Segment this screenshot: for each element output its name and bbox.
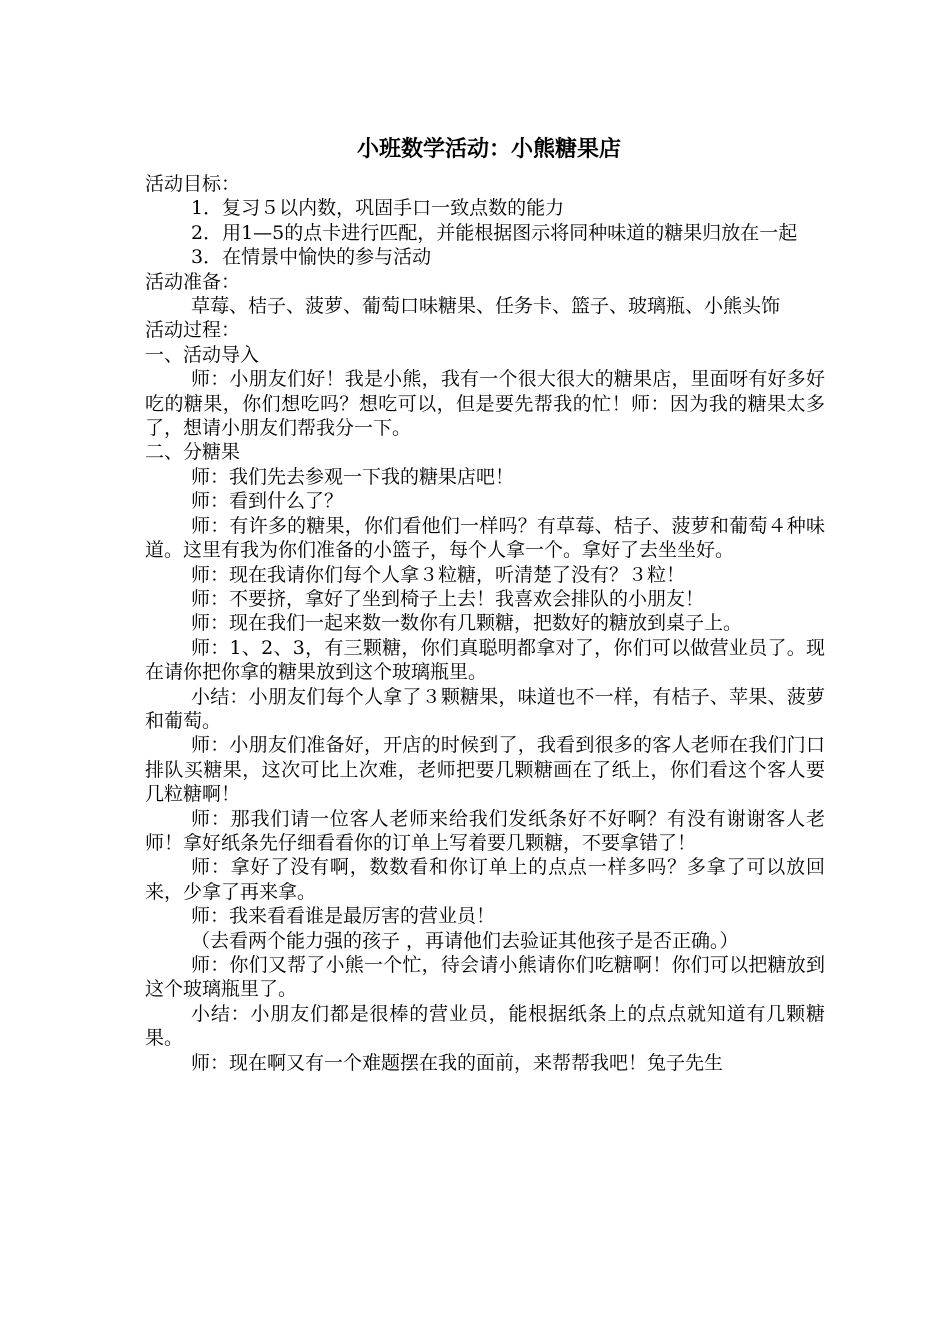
paragraph: 1．复习５以内数，巩固手口一致点数的能力 (191, 197, 565, 220)
paragraph: 草莓、桔子、菠萝、葡萄口味糖果、任务卡、篮子、玻璃瓶、小熊头饰 (191, 295, 781, 318)
paragraph: 小结：小朋友们每个人拿了３颗糖果，味道也不一样，有桔子、苹果、菠萝和葡萄。 (145, 685, 825, 732)
paragraph: 师：有许多的糖果，你们看他们一样吗？有草莓、桔子、菠萝和葡萄４种味道。这里有我为你们准备的小篮子，每个人拿一个。拿好了去坐坐好。 (145, 514, 825, 562)
paragraph: 师：小朋友们好！我是小熊，我有一个很大很大的糖果店，里面呀有好多好吃的糖果，你们想吃吗？想吃可以，但是要先帮我的忙！师：因为我的糖果太多了，想请小朋友们帮我分一下。 (145, 368, 825, 440)
paragraph: 师：1、2、3，有三颗糖，你们真聪明都拿对了，你们可以做营业员了。现在请你把你拿的糖果放到这个玻璃瓶里。 (145, 636, 825, 684)
document-page (145, 134, 825, 1075)
paragraph: 师：现在我请你们每个人拿３粒糖，听清楚了没有？３粒！ (191, 563, 686, 586)
paragraph: 活动准备： (145, 270, 241, 293)
document-body (145, 172, 825, 1075)
paragraph: 师：那我们请一位客人老师来给我们发纸条好不好啊？有没有谢谢客人老师！拿好纸条先仔细看看你的订单上写着要几颗糖，不要拿错了！ (145, 807, 825, 854)
paragraph: 小结：小朋友们都是很棒的营业员，能根据纸条上的点点就知道有几颗糖果。 (145, 1002, 825, 1050)
paragraph: 师：现在我们一起来数一数你有几颗糖，把数好的糖放到桌子上。 (191, 612, 743, 635)
paragraph: 一、活动导入 (145, 343, 260, 366)
paragraph: 师：拿好了没有啊，数数看和你订单上的点点一样多吗？多拿了可以放回来，少拿了再来拿。 (145, 856, 825, 903)
paragraph: （去看两个能力强的孩子 ，再请他们去验证其他孩子是否正确。） (191, 929, 739, 952)
paragraph: 师：我来看看谁是最厉害的营业员！ (191, 905, 496, 928)
paragraph: 2．用1—5的点卡进行匹配，并能根据图示将同种味道的糖果归放在一起 (191, 221, 798, 244)
paragraph: 3．在情景中愉快的参与活动 (191, 246, 432, 269)
document-title: 小班数学活动：小熊糖果店 (356, 136, 621, 162)
paragraph: 师：小朋友们准备好，开店的时候到了，我看到很多的客人老师在我们门口排队买糖果，这次可比上次难，老师把要几颗糖画在了纸上，你们看这个客人要几粒糖啊！ (145, 734, 825, 806)
paragraph: 师：看到什么了？ (191, 490, 344, 513)
paragraph: 活动目标： (145, 173, 241, 195)
paragraph: 师：我们先去参观一下我的糖果店吧！ (191, 465, 515, 488)
paragraph: 二、分糖果 (145, 441, 241, 464)
paragraph: 师：你们又帮了小熊一个忙，待会请小熊请你们吃糖啊！你们可以把糖放到这个玻璃瓶里了。 (145, 954, 825, 1001)
paragraph: 师：不要挤，拿好了坐到椅子上去！我喜欢会排队的小朋友！ (191, 587, 705, 610)
paragraph: 活动过程： (145, 319, 241, 342)
paragraph: 师：现在啊又有一个难题摆在我的面前，来帮帮我吧！兔子先生 (191, 1051, 724, 1074)
